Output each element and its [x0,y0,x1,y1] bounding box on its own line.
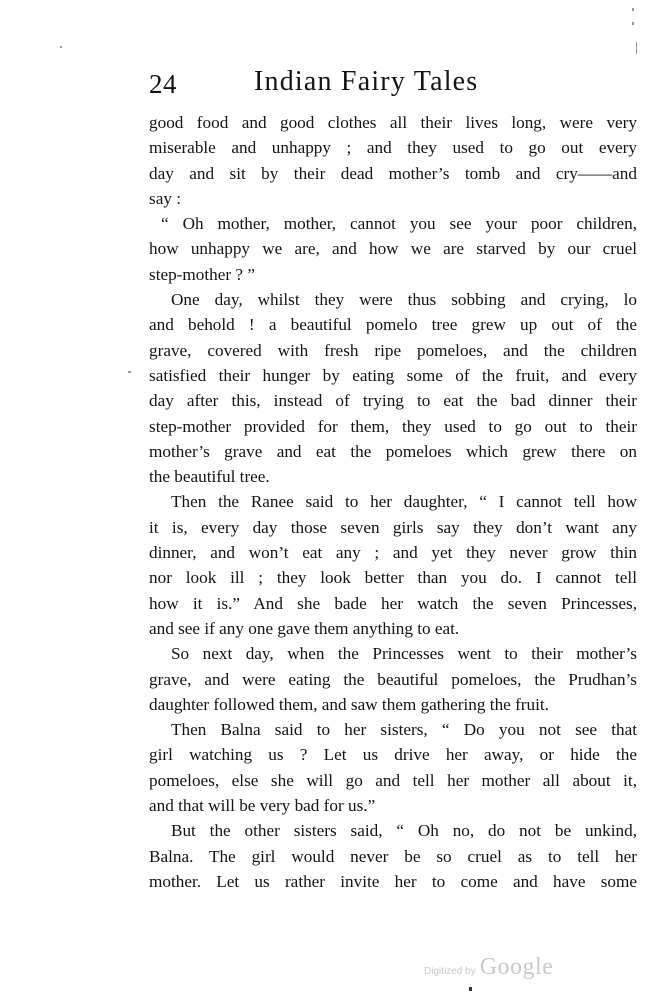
text-line: Then Balna said to her sisters, “ Do you not see that [171,720,637,740]
scan-speck [469,987,472,991]
text-line: good food and good clothes all their lives long, were very [149,113,637,132]
page-body [149,110,637,894]
text-line: Balna. The girl would never be so cruel as to tell her [149,846,637,866]
text-line: nor look ill ; they look better than you do. I cannot tell [149,568,637,588]
text-line: day and sit by their dead mother’s tomb and cry——and [149,163,637,183]
scan-speck [128,371,131,373]
text-line: pomeloes, else she will go and tell her mother all about it, [149,770,637,790]
watermark-logo: Google [479,954,554,980]
text-line: day after this, instead of trying to eat the bad dinner their [149,391,637,411]
scan-speck [636,42,637,54]
text-line: step-mother ? ” [149,264,255,284]
text-line: “ Oh mother, mother, cannot you see your poor children, [161,214,637,234]
text-line: But the other sisters said, “ Oh no, do not be unkind, [171,821,637,841]
text-line: step-mother provided for them, they used to go out to their [149,416,637,436]
text-line: say : [149,188,181,208]
scan-speck [632,8,634,11]
page-number: 24 [149,69,177,99]
scan-speck [632,22,634,25]
text-line: So next day, when the Princesses went to their mother’s [171,644,637,664]
text-line: miserable and unhappy ; and they used to go out every [149,138,637,158]
digitized-watermark [424,954,553,981]
text-line: and see if any one gave them anything to eat. [149,618,460,638]
text-line: satisfied their hunger by eating some of the fruit, and every [149,365,637,385]
text-line: mother’s grave and eat the pomeloes which grew there on [149,441,637,461]
text-line: One day, whilst they were thus sobbing and crying, lo [171,290,637,310]
text-line: mother. Let us rather invite her to come and have some [149,871,637,891]
text-line: and behold ! a beautiful pomelo tree grew up out of the [149,315,637,335]
text-line: and that will be very bad for us.” [149,796,376,816]
watermark-prefix: Digitized by [424,966,476,977]
text-line: girl watching us ? Let us drive her away, or hide the [149,745,637,765]
text-line: the beautiful tree. [149,467,270,487]
text-line: grave, and were eating the beautiful pomeloes, the Prudhan’s [149,669,637,689]
text-line: it is, every day those seven girls say they don’t want any [149,517,637,537]
text-line: how unhappy we are, and how we are starved by our cruel [149,239,637,259]
text-line: Then the Ranee said to her daughter, “ I cannot tell how [171,492,637,512]
scan-speck [60,46,62,48]
text-line: dinner, and won’t eat any ; and yet they never grow thin [149,543,637,563]
text-line: how it is.” And she bade her watch the seven Princesses, [149,593,637,613]
text-line: grave, covered with fresh ripe pomeloes, and the children [149,340,637,360]
running-head-title: Indian Fairy Tales [254,66,479,97]
text-line: daughter followed them, and saw them gathering the fruit. [149,694,549,714]
